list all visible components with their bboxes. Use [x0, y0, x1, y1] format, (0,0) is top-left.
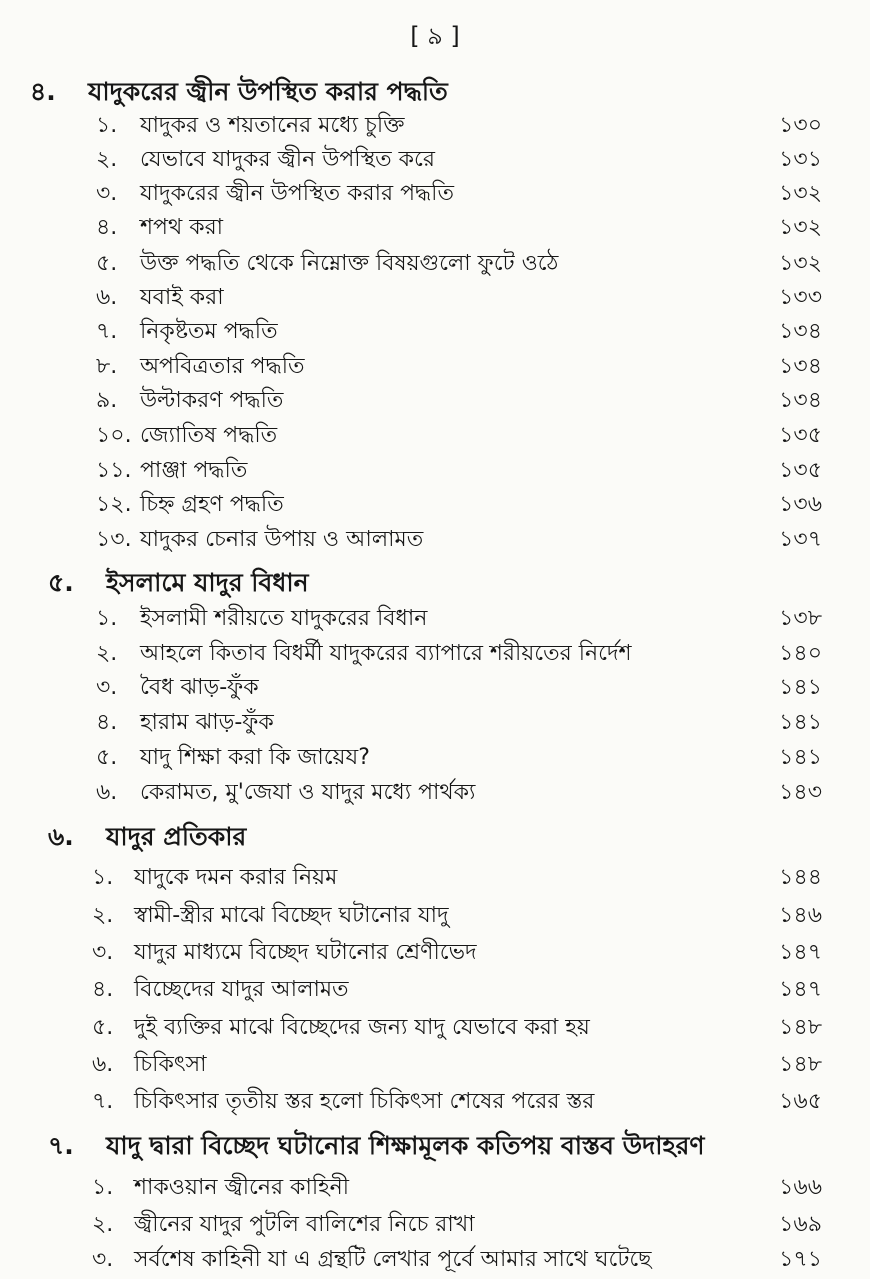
item-title: উক্ত পদ্ধতি থেকে নিম্নোক্ত বিষয়গুলো ফুটে ওঠে [140, 251, 559, 276]
item-title: সর্বশেষ কাহিনী যা এ গ্রন্থটি লেখার পূর্বে আমার সাথে ঘটেছে [134, 1247, 652, 1272]
item-number: ৫. [96, 745, 118, 770]
item-number: ৭. [92, 1089, 114, 1114]
toc-row [0, 898, 870, 932]
toc-row [0, 860, 870, 894]
item-page: ১৩৫ [779, 458, 822, 483]
item-number: ৫. [96, 251, 118, 276]
item-title: বিচ্ছেদের যাদুর আলামত [134, 977, 349, 1002]
item-page: ১৩১ [779, 147, 822, 172]
item-number: ১. [92, 1175, 114, 1200]
toc-row [0, 383, 870, 417]
toc-row [0, 670, 870, 704]
section-heading [48, 817, 246, 860]
item-page: ১৪১ [779, 745, 822, 770]
item-title: উল্টাকরণ পদ্ধতি [140, 388, 284, 413]
item-page: ১৩৫ [779, 423, 822, 448]
item-page: ১৭১ [779, 1247, 822, 1272]
toc-row [0, 740, 870, 774]
toc-row [0, 972, 870, 1006]
toc-row [0, 487, 870, 521]
item-page: ১৩২ [779, 251, 822, 276]
item-number: ৮. [96, 354, 118, 379]
item-number: ১. [96, 113, 118, 138]
item-title: জ্বীনের যাদুর পুটলি বালিশের নিচে রাখা [134, 1212, 475, 1237]
item-number: ৩. [96, 181, 118, 206]
item-page: ১৬৬ [779, 1175, 822, 1200]
item-title: কেরামত, মু'জেযা ও যাদুর মধ্যে পার্থক্য [140, 780, 476, 805]
item-title: ইসলামী শরীয়তে যাদুকরের বিধান [140, 606, 428, 631]
item-title: আহলে কিতাব বিধর্মী যাদুকরের ব্যাপারে শরীয়তের নির্দেশ [140, 641, 632, 666]
item-page: ১৪০ [779, 641, 822, 666]
item-number: ৬. [96, 285, 118, 310]
item-number: ১০. [96, 423, 132, 448]
item-page: ১৪৩ [779, 780, 822, 805]
item-title: হারাম ঝাড়-ফুঁক [140, 710, 274, 735]
item-number: ৭. [96, 319, 118, 344]
item-number: ১. [92, 865, 114, 890]
item-page: ১৪৮ [779, 1015, 822, 1040]
item-title: যাদুর মাধ্যমে বিচ্ছেদ ঘটানোর শ্রেণীভেদ [134, 940, 477, 965]
item-page: ১৩৮ [779, 606, 822, 631]
item-number: ২. [96, 641, 118, 666]
toc-row [0, 1047, 870, 1081]
toc-row [0, 935, 870, 969]
item-number: ৬. [96, 780, 118, 805]
page-marker: [ ৯ ] [410, 22, 460, 50]
toc-row [0, 108, 870, 142]
toc-row [0, 705, 870, 739]
item-page: ১৩০ [779, 113, 822, 138]
item-title: চিকিৎসার তৃতীয় স্তর হলো চিকিৎসা শেষের পরের স্তর [134, 1089, 595, 1114]
toc-row [0, 775, 870, 809]
section-heading [48, 563, 309, 606]
item-number: ৯. [96, 388, 118, 413]
item-number: ১. [96, 606, 118, 631]
item-title: স্বামী-স্ত্রীর মাঝে বিচ্ছেদ ঘটানোর যাদু [134, 903, 449, 928]
item-number: ৬. [92, 1052, 114, 1077]
item-title: দুই ব্যক্তির মাঝে বিচ্ছেদের জন্য যাদু যেভাবে করা হয় [134, 1015, 590, 1040]
toc-row [0, 418, 870, 452]
item-title: যাদুকর ও শয়তানের মধ্যে চুক্তি [140, 113, 405, 138]
item-number: ২. [96, 147, 118, 172]
item-page: ১৬৫ [779, 1089, 822, 1114]
toc-row [0, 246, 870, 280]
item-title: শপথ করা [140, 215, 224, 240]
item-title: যবাই করা [140, 285, 224, 310]
item-page: ১৩৩ [779, 285, 822, 310]
item-page: ১৪৪ [779, 865, 822, 890]
item-page: ১৪৭ [779, 940, 822, 965]
section-number: ৪. [30, 77, 56, 106]
toc-row [0, 210, 870, 244]
item-title: যাদুকরের জ্বীন উপস্থিত করার পদ্ধতি [140, 181, 454, 206]
section-title: ইসলামে যাদুর বিধান [106, 568, 309, 597]
item-page: ১৪১ [779, 675, 822, 700]
toc-row [0, 636, 870, 670]
section-number: ৬. [48, 822, 74, 851]
item-page: ১৪১ [779, 710, 822, 735]
section-title: যাদুকরের জ্বীন উপস্থিত করার পদ্ধতি [88, 77, 448, 106]
item-page: ১৩৭ [779, 527, 822, 552]
section-title: যাদুর প্রতিকার [106, 822, 247, 851]
item-number: ৪. [92, 977, 114, 1002]
item-title: জ্যোতিষ পদ্ধতি [140, 423, 278, 448]
toc-row [0, 1010, 870, 1044]
item-number: ২. [92, 903, 114, 928]
item-title: চিহ্ন গ্রহণ পদ্ধতি [140, 492, 284, 517]
item-page: ১৩৪ [779, 319, 822, 344]
item-title: শাকওয়ান জ্বীনের কাহিনী [134, 1175, 350, 1200]
item-number: ৪. [96, 215, 118, 240]
item-page: ১৪৬ [779, 903, 822, 928]
section-number: ৭. [48, 1131, 74, 1160]
item-title: যাদুকে দমন করার নিয়ম [134, 865, 338, 890]
item-page: ১৩৪ [779, 388, 822, 413]
item-title: চিকিৎসা [134, 1052, 207, 1077]
section-heading [48, 1126, 704, 1169]
toc-row [0, 1084, 870, 1118]
item-title: অপবিত্রতার পদ্ধতি [140, 354, 305, 379]
item-number: ৩. [92, 1247, 114, 1272]
toc-row [0, 280, 870, 314]
item-number: ১১. [96, 458, 132, 483]
section-number: ৫. [48, 568, 74, 597]
item-title: বৈধ ঝাড়-ফুঁক [140, 675, 259, 700]
item-page: ১৬৯ [779, 1212, 822, 1237]
section-title: যাদু দ্বারা বিচ্ছেদ ঘটানোর শিক্ষামূলক কতিপয় বাস্তব উদাহরণ [106, 1131, 705, 1160]
item-title: যাদুকর চেনার উপায় ও আলামত [140, 527, 424, 552]
item-page: ১৩৪ [779, 354, 822, 379]
toc-row [0, 1170, 870, 1204]
item-page: ১৪৮ [779, 1052, 822, 1077]
item-page: ১৩৬ [779, 492, 822, 517]
toc-row [0, 349, 870, 383]
item-page: ১৩২ [779, 181, 822, 206]
item-page: ১৪৭ [779, 977, 822, 1002]
item-number: ৫. [92, 1015, 114, 1040]
toc-row [0, 314, 870, 348]
item-title: পাঞ্জা পদ্ধতি [140, 458, 248, 483]
item-number: ১৩. [96, 527, 132, 552]
item-title: নিকৃষ্টতম পদ্ধতি [140, 319, 278, 344]
item-number: ৪. [96, 710, 118, 735]
item-title: যাদু শিক্ষা করা কি জায়েয? [140, 745, 370, 770]
toc-row [0, 601, 870, 635]
item-number: ২. [92, 1212, 114, 1237]
toc-row [0, 142, 870, 176]
item-page: ১৩২ [779, 215, 822, 240]
item-number: ৩. [92, 940, 114, 965]
toc-row [0, 176, 870, 210]
toc-row [0, 453, 870, 487]
item-number: ৩. [96, 675, 118, 700]
toc-row [0, 522, 870, 556]
toc-row [0, 1207, 870, 1241]
item-title: যেভাবে যাদুকর জ্বীন উপস্থিত করে [140, 147, 435, 172]
item-number: ১২. [96, 492, 132, 517]
toc-row [0, 1242, 870, 1276]
